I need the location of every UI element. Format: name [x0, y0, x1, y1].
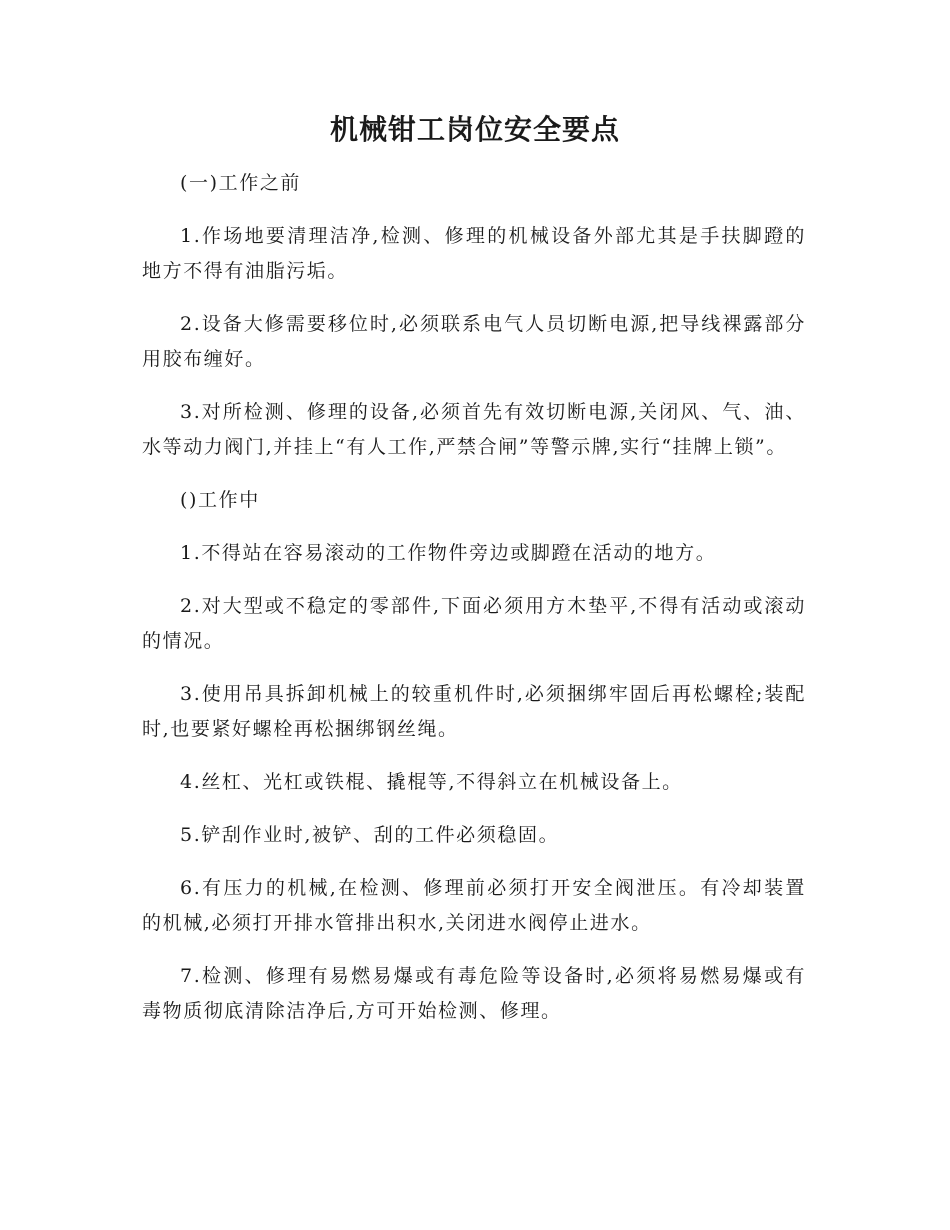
list-item: 1.作场地要清理洁净,检测、修理的机械设备外部尤其是手扶脚蹬的地方不得有油脂污垢。 [142, 225, 806, 282]
list-item: 3.使用吊具拆卸机械上的较重机件时,必须捆绑牢固后再松螺栓;装配时,也要紧好螺栓再松捆绑钢丝绳。 [142, 683, 806, 740]
list-item: 1.不得站在容易滚动的工作物件旁边或脚蹬在活动的地方。 [180, 542, 717, 564]
list-item: 2.设备大修需要移位时,必须联系电气人员切断电源,把导线裸露部分用胶布缠好。 [142, 313, 806, 370]
list-item: 3.对所检测、修理的设备,必须首先有效切断电源,关闭风、气、油、水等动力阀门,并挂上“有人工作,严禁合闸”等警示牌,实行“挂牌上锁”。 [142, 401, 806, 458]
list-item: 2.对大型或不稳定的零部件,下面必须用方木垫平,不得有活动或滚动的情况。 [142, 595, 806, 652]
section-heading: ()工作中 [180, 489, 260, 511]
document-body [142, 166, 806, 1047]
list-item: 6.有压力的机械,在检测、修理前必须打开安全阀泄压。有冷却装置的机械,必须打开排水管排出积水,关闭进水阀停止进水。 [142, 877, 806, 934]
document-title: 机械钳工岗位安全要点 [329, 113, 620, 146]
list-item: 5.铲刮作业时,被铲、刮的工件必须稳固。 [180, 824, 560, 846]
section-heading: (一)工作之前 [180, 172, 302, 194]
list-item: 7.检测、修理有易燃易爆或有毒危险等设备时,必须将易燃易爆或有毒物质彻底清除洁净后,方可开始检测、修理。 [142, 965, 806, 1022]
list-item: 4.丝杠、光杠或铁棍、撬棍等,不得斜立在机械设备上。 [180, 771, 683, 793]
